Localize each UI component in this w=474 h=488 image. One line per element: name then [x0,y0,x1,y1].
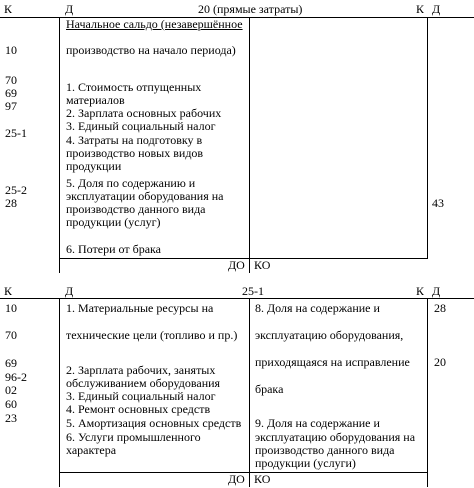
code: 70 [5,328,17,342]
list-item: 8. Доля на содержание и [255,301,380,315]
list-item: эксплуатации оборудования на [66,189,224,203]
header-k-right: К [416,284,425,298]
list-item: 4. Ремонт основных средств [66,402,211,416]
code: 10 [5,301,17,315]
code: 69 [5,356,17,370]
right-divider [427,299,428,487]
list-item: эксплуатацию оборудования на [255,430,416,444]
list-item: продукции [66,159,122,173]
list-item: 1. Стоимость отпущенных [66,80,202,94]
right-divider [427,18,428,258]
left-divider [59,299,60,487]
account-title: 20 (прямые затраты) [198,2,303,16]
code: 69 [5,86,17,100]
list-item: 3. Единый социальный налог [66,119,216,133]
code: 10 [5,43,17,57]
center-divider [249,18,250,273]
code: 28 [434,301,446,315]
list-item: производство новых видов [66,146,204,160]
list-item: материалов [66,93,125,107]
account-title: 25-1 [242,284,264,298]
list-item: 2. Зарплата рабочих, занятых [66,363,216,377]
header-k-right: К [416,2,425,16]
header-d-right: Д [432,2,441,16]
code: 60 [5,397,17,411]
code: 97 [5,99,17,113]
closing-credit: КО [254,472,271,486]
center-divider [249,299,250,487]
code: 28 [5,196,17,210]
list-item: производство данного вида [66,202,206,216]
list-item: 4. Затраты на подготовку в [66,133,203,147]
list-item: 1. Материальные ресурсы на [66,301,214,315]
left-divider [59,18,60,273]
code: 02 [5,383,17,397]
list-item: 5. Амортизация основных средств [66,416,242,430]
header-k: К [4,284,13,298]
header-d: Д [65,2,74,16]
code: 23 [5,411,17,425]
list-item: производство на начало периода) [66,43,236,57]
list-item: 5. Доля по содержанию и [66,176,196,190]
list-item: 2. Зарплата основных рабочих [66,106,222,120]
header-k: К [4,2,13,16]
list-item: производство данного вида [255,443,395,457]
list-item: обслуживанием оборудования [66,376,221,390]
list-item: продукции (услуг) [66,215,161,229]
header-d: Д [65,284,74,298]
code: 20 [434,355,446,369]
code: 43 [432,196,444,210]
list-item: продукции (услуги) [255,456,356,470]
list-item: 9. Доля на содержание и [255,416,380,430]
list-item: 3. Единый социальный налог [66,389,216,403]
code: 25-1 [5,126,27,140]
list-item: брака [255,382,284,396]
opening-balance: Начальное сальдо (незавершённое [66,17,243,31]
closing-debit: ДО [228,258,245,272]
code: 25-2 [5,183,27,197]
list-item: 6. Услуги промышленного [66,430,201,444]
code: 70 [5,73,17,87]
code: 96-2 [5,370,27,384]
header-d-right: Д [432,284,441,298]
list-item: эксплуатацию оборудования, [255,328,404,342]
closing-debit: ДО [228,472,245,486]
closing-credit: КО [254,258,271,272]
list-item: приходящаяся на исправление [255,355,410,369]
list-item: технические цели (топливо и пр.) [66,328,238,342]
list-item: характера [66,443,117,457]
header-bottom-line [0,298,474,299]
list-item: 6. Потери от брака [66,242,161,256]
